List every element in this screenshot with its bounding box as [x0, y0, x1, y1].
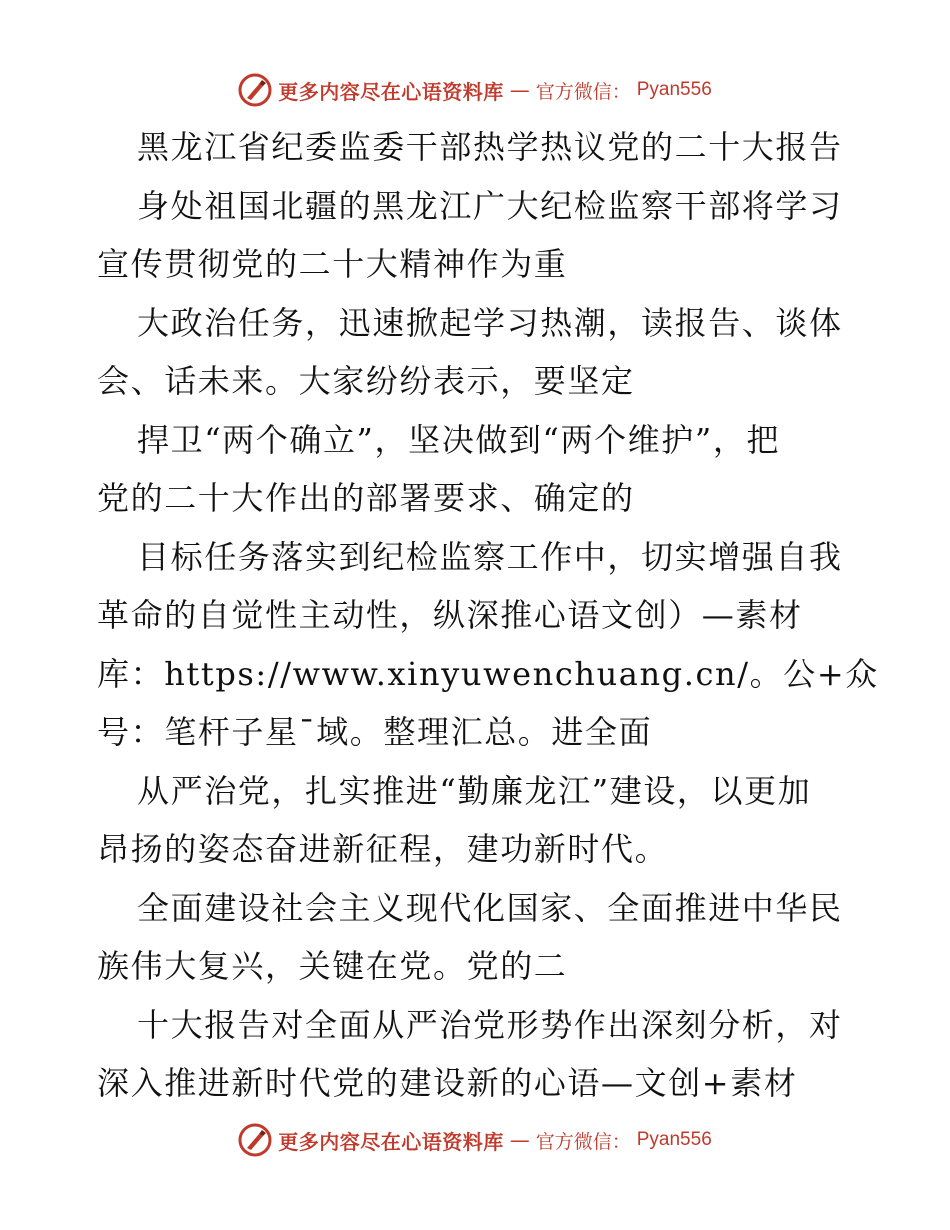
text-line: 族伟大复兴，关键在党。党的二 — [97, 947, 568, 985]
text-line: 宣传贯彻党的二十大精神作为重 — [97, 245, 568, 283]
watermark-wechat-id: Pyan556 — [636, 1129, 712, 1150]
watermark-wechat-label: 官方微信： — [535, 80, 631, 103]
watermark-brand-text: 更多内容尽在心语资料库 — [278, 79, 504, 104]
watermark-brand-text: 更多内容尽在心语资料库 — [278, 1129, 504, 1154]
text-line: 全面建设社会主义现代化国家、全面推进中华民 — [137, 888, 843, 927]
text-line: 深入推进新时代党的建设新的心语—文创+素材 — [97, 1064, 798, 1102]
text-line: 十大报告对全面从严治党形势作出深刻分析，对 — [137, 1005, 843, 1044]
watermark-wechat-id: Pyan556 — [636, 79, 712, 100]
text-line: 从严治党，扎实推进“勤廉龙江”建设，以更加 — [137, 771, 812, 810]
text-line: 昂扬的姿态奋进新征程，建功新时代。 — [97, 830, 669, 868]
text-line-url: 库：https://www.xinyuwenchuang.cn/。公+众 — [97, 654, 879, 693]
text-line: 党的二十大作出的部署要求、确定的 — [97, 479, 635, 517]
text-line: 捍卫“两个确立”，坚决做到“两个维护”，把 — [137, 420, 781, 459]
watermark-wechat-label: 官方微信： — [535, 1130, 631, 1153]
text-line: 大政治任务，迅速掀起学习热潮，读报告、谈体 — [137, 303, 843, 342]
text-line: 号：笔杆子星¯域。整理汇总。进全面 — [97, 713, 653, 751]
text-line: 革命的自觉性主动性，纵深推心语文创）—素材 — [97, 596, 803, 634]
watermark-separator: — — [509, 1128, 530, 1152]
watermark-separator: — — [509, 78, 530, 102]
pen-logo-icon — [238, 73, 272, 107]
footer-watermark — [0, 1120, 950, 1160]
header-watermark — [0, 70, 950, 110]
pen-logo-icon — [238, 1123, 272, 1157]
text-line: 会、话未来。大家纷纷表示，要坚定 — [97, 362, 635, 400]
document-body — [97, 118, 879, 1113]
text-line: 身处祖国北疆的黑龙江广大纪检监察干部将学习 — [137, 186, 843, 225]
text-line: 目标任务落实到纪检监察工作中，切实增强自我 — [137, 537, 843, 576]
text-line: 黑龙江省纪委监委干部热学热议党的二十大报告 — [137, 128, 843, 166]
